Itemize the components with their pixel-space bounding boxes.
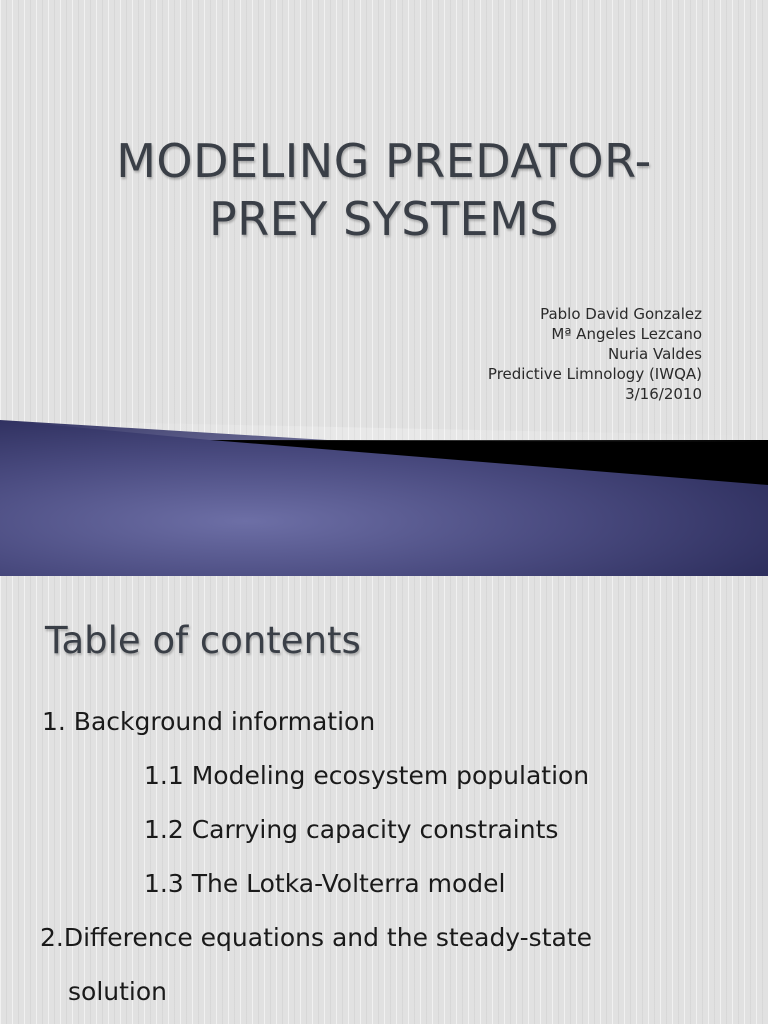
author-name: Nuria Valdes: [607, 345, 702, 363]
title-line-2: PREY SYSTEMS: [208, 192, 560, 246]
toc-item: solution: [68, 977, 167, 1006]
toc-item: 1.1 Modeling ecosystem population: [144, 761, 590, 790]
title-line-1: MODELING PREDATOR-: [116, 134, 652, 188]
author-name: Pablo David Gonzalez: [540, 305, 702, 323]
toc-item: 1.2 Carrying capacity constraints: [144, 815, 559, 844]
toc-heading: Table of contents: [45, 619, 361, 662]
course-name: Predictive Limnology (IWQA): [487, 365, 702, 383]
toc-item: 1. Background information: [42, 707, 376, 736]
toc-item: 1.3 The Lotka-Volterra model: [144, 869, 506, 898]
toc-item: 2.Difference equations and the steady-state: [40, 923, 593, 952]
presentation-date: 3/16/2010: [625, 385, 702, 403]
author-name: Mª Angeles Lezcano: [551, 325, 702, 343]
